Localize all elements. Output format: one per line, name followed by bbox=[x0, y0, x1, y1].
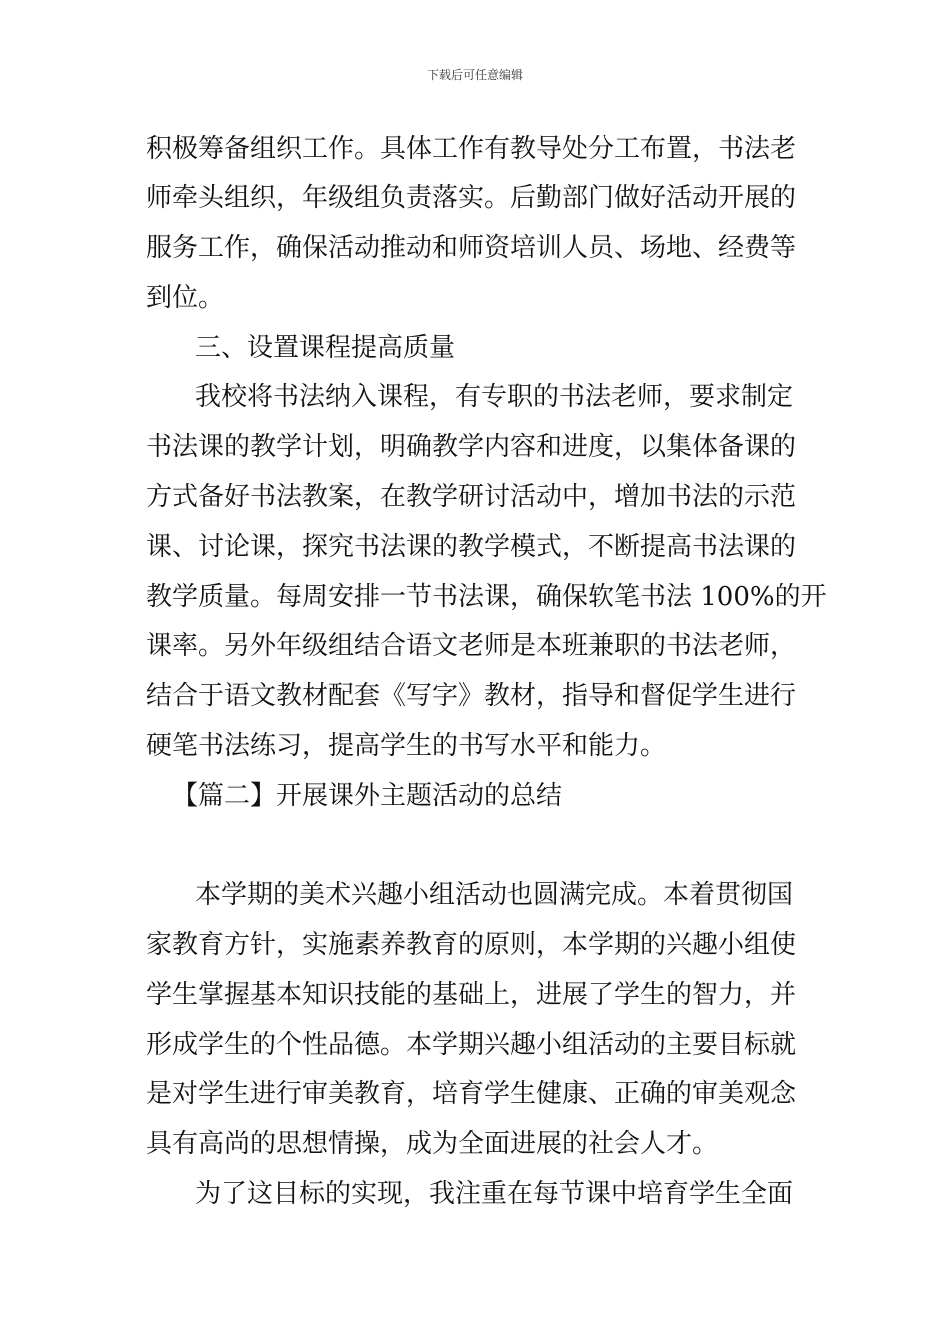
body-line: 是对学生进行审美教育，培育学生健康、正确的审美观念 bbox=[146, 1079, 797, 1109]
body-line: 硬笔书法练习，提高学生的书写水平和能力。 bbox=[146, 731, 667, 761]
paragraph-first-line: 为了这目标的实现，我注重在每节课中培育学生全面 bbox=[195, 1179, 794, 1209]
body-line: 具有高尚的思想情操，成为全面进展的社会人才。 bbox=[146, 1129, 719, 1159]
paragraph-first-line: 本学期的美术兴趣小组活动也圆满完成。本着贯彻国 bbox=[195, 880, 794, 910]
section-title: 【篇二】开展课外主题活动的总结 bbox=[172, 781, 563, 811]
section-heading: 三、设置课程提高质量 bbox=[195, 333, 456, 363]
body-line: 积极筹备组织工作。具体工作有教导处分工布置，书法老 bbox=[146, 134, 797, 164]
body-line: 到位。 bbox=[146, 283, 225, 313]
body-line: 结合于语文教材配套《写字》教材，指导和督促学生进行 bbox=[146, 681, 797, 711]
body-line: 服务工作，确保活动推动和师资培训人员、场地、经费等 bbox=[146, 233, 797, 263]
body-line: 方式备好书法教案，在教学研讨活动中，增加书法的示范 bbox=[146, 482, 797, 512]
body-line: 课、讨论课，探究书法课的教学模式，不断提高书法课的 bbox=[146, 532, 797, 562]
body-line: 师牵头组织，年级组负责落实。后勤部门做好活动开展的 bbox=[146, 183, 797, 213]
paragraph-first-line: 我校将书法纳入课程，有专职的书法老师，要求制定 bbox=[195, 382, 794, 412]
body-line: 学生掌握基本知识技能的基础上，进展了学生的智力，并 bbox=[146, 980, 797, 1010]
body-line: 课率。另外年级组结合语文老师是本班兼职的书法老师， bbox=[146, 631, 797, 661]
body-line: 家教育方针，实施素养教育的原则，本学期的兴趣小组使 bbox=[146, 930, 797, 960]
body-line: 教学质量。每周安排一节书法课，确保软笔书法 100%的开 bbox=[146, 582, 827, 612]
body-line: 书法课的教学计划，明确教学内容和进度，以集体备课的 bbox=[146, 432, 797, 462]
body-line: 形成学生的个性品德。本学期兴趣小组活动的主要目标就 bbox=[146, 1030, 797, 1060]
page-header-note: 下载后可任意编辑 bbox=[426, 68, 523, 82]
